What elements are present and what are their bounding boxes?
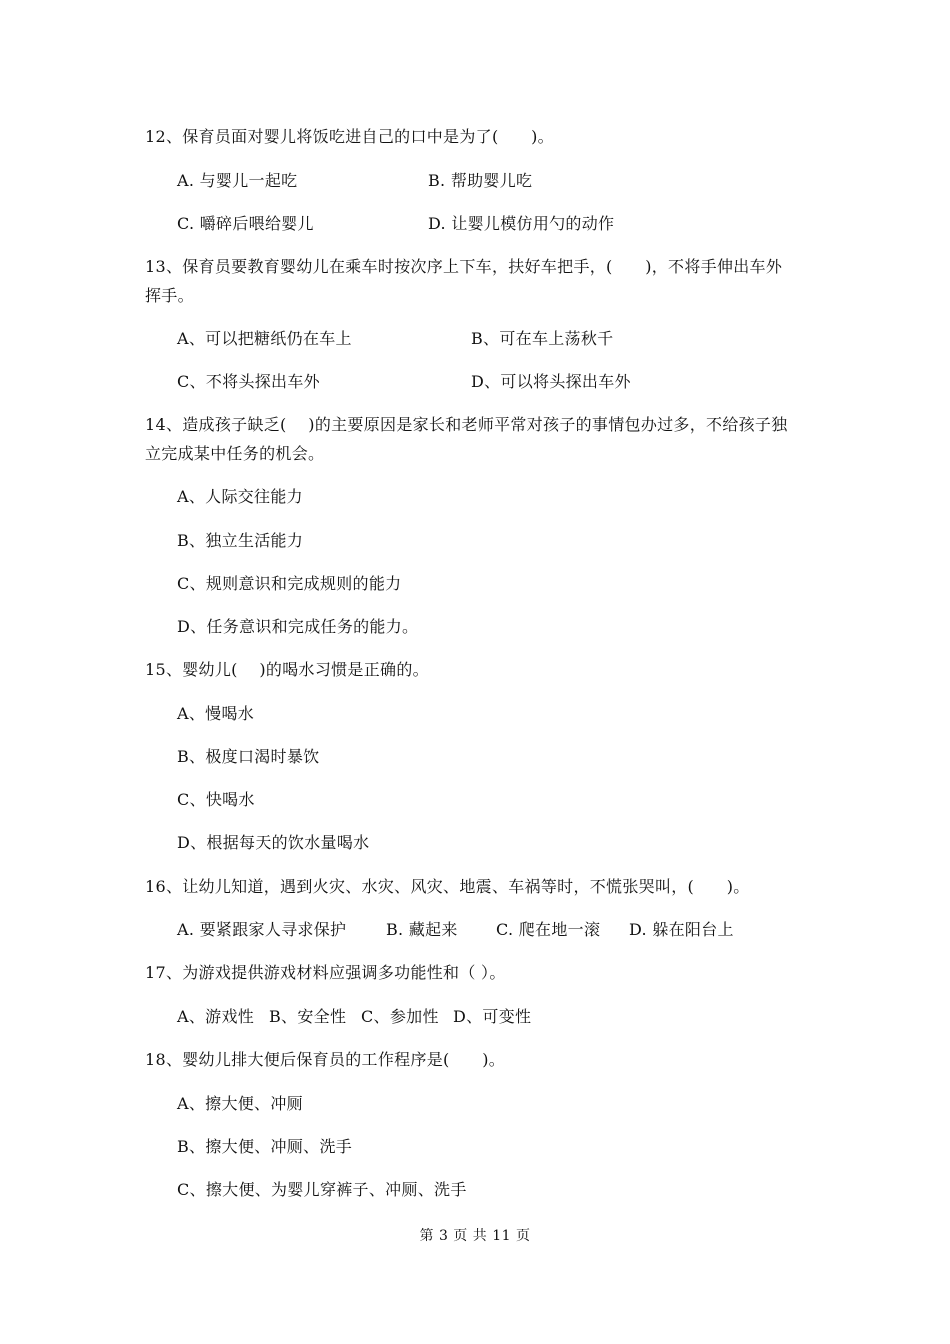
question-15-option-c: C、快喝水	[177, 790, 255, 809]
question-13-option-b: B、可在车上荡秋千	[471, 329, 614, 348]
question-15-option-d: D、根据每天的饮水量喝水	[177, 833, 370, 852]
question-13-option-c: C、不将头探出车外	[177, 372, 320, 391]
question-14-option-d: D、任务意识和完成任务的能力。	[177, 617, 419, 636]
question-12-option-c: C. 嚼碎后喂给婴儿	[177, 214, 314, 233]
question-17-stem: 17、为游戏提供游戏材料应强调多功能性和（ ）。	[145, 963, 506, 982]
question-13-stem-line1: 13、保育员要教育婴幼儿在乘车时按次序上下车，扶好车把手，( )，不将手伸出车外	[145, 257, 783, 276]
question-14-option-c: C、规则意识和完成规则的能力	[177, 574, 402, 593]
question-12-option-b: B. 帮助婴儿吃	[428, 171, 533, 190]
question-15-stem: 15、婴幼儿( )的喝水习惯是正确的。	[145, 660, 429, 679]
question-17-option-a: A、游戏性	[177, 1007, 255, 1026]
page-number-footer: 第 3 页 共 11 页	[419, 1228, 531, 1244]
question-14-option-b: B、独立生活能力	[177, 531, 304, 550]
question-13-stem-line2: 挥手。	[145, 286, 194, 305]
question-12-stem: 12、保育员面对婴儿将饭吃进自己的口中是为了( )。	[145, 127, 554, 146]
question-13-option-a: A、可以把糖纸仍在车上	[177, 329, 352, 348]
question-12-option-d: D. 让婴儿模仿用勺的动作	[428, 214, 615, 233]
question-14-option-a: A、人际交往能力	[177, 487, 303, 506]
question-18-option-a: A、擦大便、冲厕	[177, 1094, 303, 1113]
question-18-stem: 18、婴幼儿排大便后保育员的工作程序是( )。	[145, 1050, 506, 1069]
question-14-stem-line1: 14、造成孩子缺乏( )的主要原因是家长和老师平常对孩子的事情包办过多，不给孩子独	[145, 415, 788, 434]
question-17-option-d: D、可变性	[453, 1007, 532, 1026]
question-14-stem-line2: 立完成某中任务的机会。	[145, 444, 325, 463]
question-18-option-c: C、擦大便、为婴儿穿裤子、冲厕、洗手	[177, 1180, 467, 1199]
question-12-option-a: A. 与婴儿一起吃	[177, 171, 298, 190]
question-17-option-c: C、参加性	[361, 1007, 439, 1026]
question-16-option-c: C. 爬在地一滚	[496, 920, 601, 939]
question-13-option-d: D、可以将头探出车外	[471, 372, 631, 391]
question-16-option-d: D. 躲在阳台上	[629, 920, 734, 939]
question-17-option-b: B、安全性	[269, 1007, 347, 1026]
question-16-stem: 16、让幼儿知道，遇到火灾、水灾、风灾、地震、车祸等时，不慌张哭叫，( )。	[145, 877, 750, 896]
question-16-option-a: A. 要紧跟家人寻求保护	[177, 920, 347, 939]
question-15-option-a: A、慢喝水	[177, 704, 255, 723]
question-18-option-b: B、擦大便、冲厕、洗手	[177, 1137, 353, 1156]
question-16-option-b: B. 藏起来	[386, 920, 458, 939]
question-15-option-b: B、极度口渴时暴饮	[177, 747, 320, 766]
